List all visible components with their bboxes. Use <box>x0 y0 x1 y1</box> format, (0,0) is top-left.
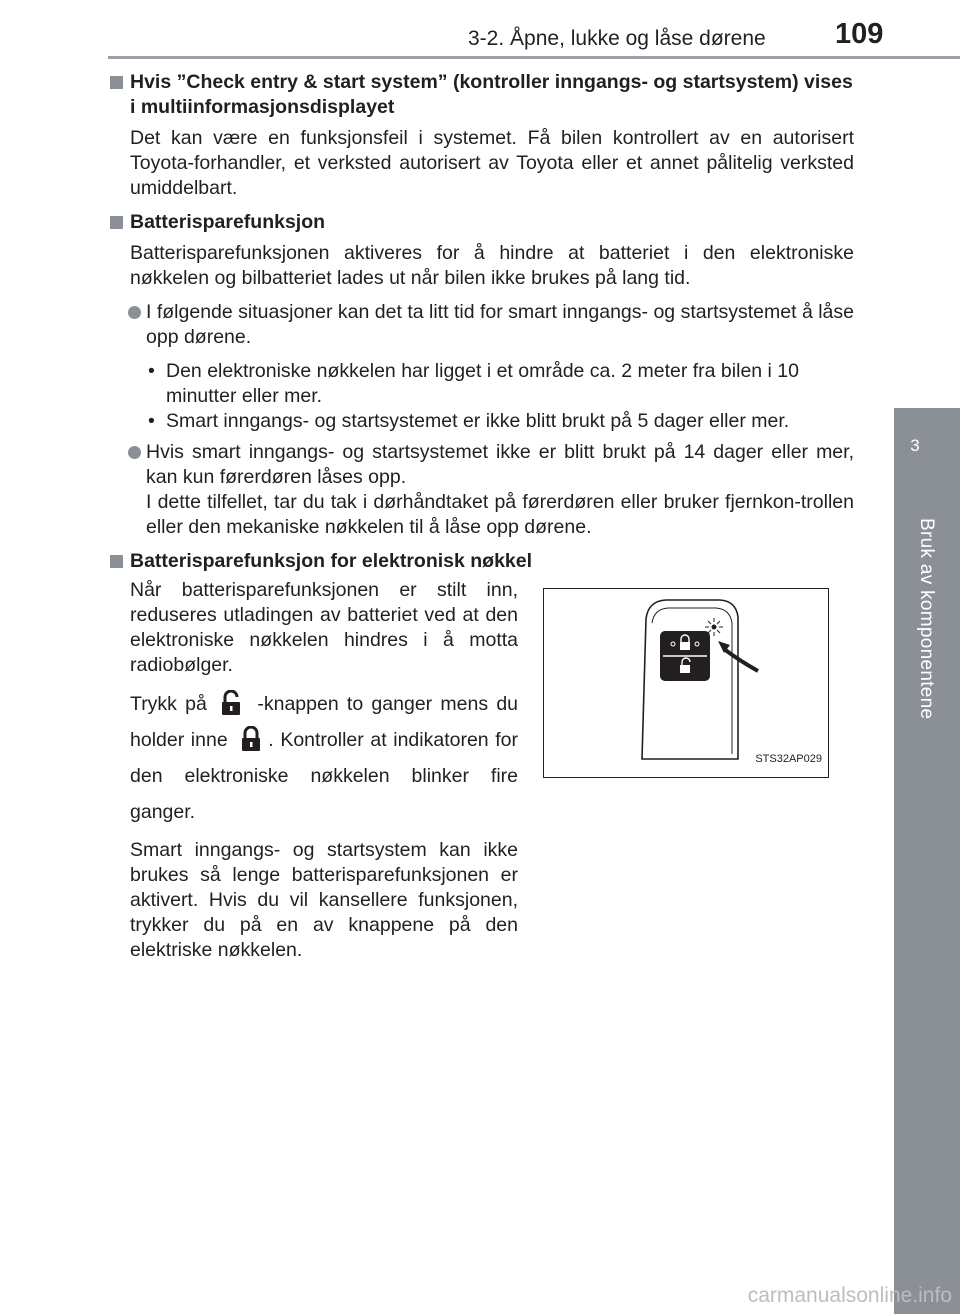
heading-battery-saving: Batterisparefunksjon <box>108 210 854 235</box>
key-battery-saving-para-1: Når batterisparefunksjonen er stilt inn, reduseres utladingen av batteriet ved at den elektroniske nøkkelen hindres i å motta radiobølger. <box>130 579 518 676</box>
key-battery-saving-para-3: Smart inngangs- og startsystem kan ikke brukes så lenge batterisparefunksjonen er aktivert. Hvis du vil kansellere funksjonen, trykker du på en av knappene på den elektriske nøkkelen. <box>130 839 518 961</box>
square-bullet-icon <box>110 216 123 229</box>
key-fob-illustration <box>543 588 829 778</box>
page-number: 109 <box>835 18 884 50</box>
check-entry-body: Det kan være en funksjonsfeil i systemet. Få bilen kontrollert av en autorisert Toyota-forhandler, et verksted autorisert av Toyota eller et annet pålitelig verksted umiddelbart. <box>130 127 854 199</box>
page-header <box>0 0 960 60</box>
battery-saving-bullet-2: • Smart inngangs- og startsystemet er ikke blitt brukt på 5 dager eller mer. <box>148 410 790 432</box>
battery-saving-body: Batterisparefunksjonen aktiveres for å hindre at batteriet i den elektroniske nøkkelen og bilbatteriet lades ut når bilen ikke brukes på lang tid. <box>130 242 854 289</box>
header-rule <box>108 56 960 59</box>
battery-saving-item-1: I følgende situasjoner kan det ta litt tid for smart inngangs- og startsystemet å låse opp dørene. <box>108 300 854 350</box>
chapter-number: 3 <box>910 436 920 455</box>
watermark: carmanualsonline.info <box>747 1284 952 1307</box>
section-title: 3-2. Åpne, lukke og låse dørene <box>468 27 766 50</box>
chapter-title: Bruk av komponentene <box>916 518 937 720</box>
figure-code: STS32AP029 <box>755 753 822 765</box>
battery-saving-item-2: Hvis smart inngangs- og startsystemet ikke er blitt brukt på 14 dager eller mer, kan kun førerdøren låses opp. I dette tilfellet, tar du tak i dørhåndtaket på førerdøren eller bruker fjernkon-trollen eller den mekaniske nøkkelen til å låse opp dørene. <box>108 440 854 540</box>
lock-icon <box>234 726 268 752</box>
circle-bullet-icon <box>128 306 141 319</box>
key-battery-saving-text <box>130 578 518 963</box>
chapter-side-tab <box>894 408 960 1314</box>
circle-bullet-icon <box>128 446 141 459</box>
square-bullet-icon <box>110 76 123 89</box>
heading-key-battery-saving: Batterisparefunksjon for elektronisk nøkkel <box>108 549 854 574</box>
battery-saving-bullet-1: • Den elektroniske nøkkelen har ligget i et område ca. 2 meter fra bilen i 10 minutter eller mer. <box>148 360 799 407</box>
unlock-icon <box>215 690 249 716</box>
square-bullet-icon <box>110 555 123 568</box>
page-content <box>108 70 854 961</box>
key-battery-saving-para-2: Trykk på -knappen to ganger mens du holder inne . Kontroller at indikatoren for den elektroniske nøkkelen blinker fire ganger. <box>130 686 518 830</box>
key-battery-saving-section <box>108 574 854 961</box>
heading-check-entry: Hvis ”Check entry & start system” (kontroller inngangs- og startsystem) vises i multiinformasjonsdisplayet <box>108 70 854 120</box>
